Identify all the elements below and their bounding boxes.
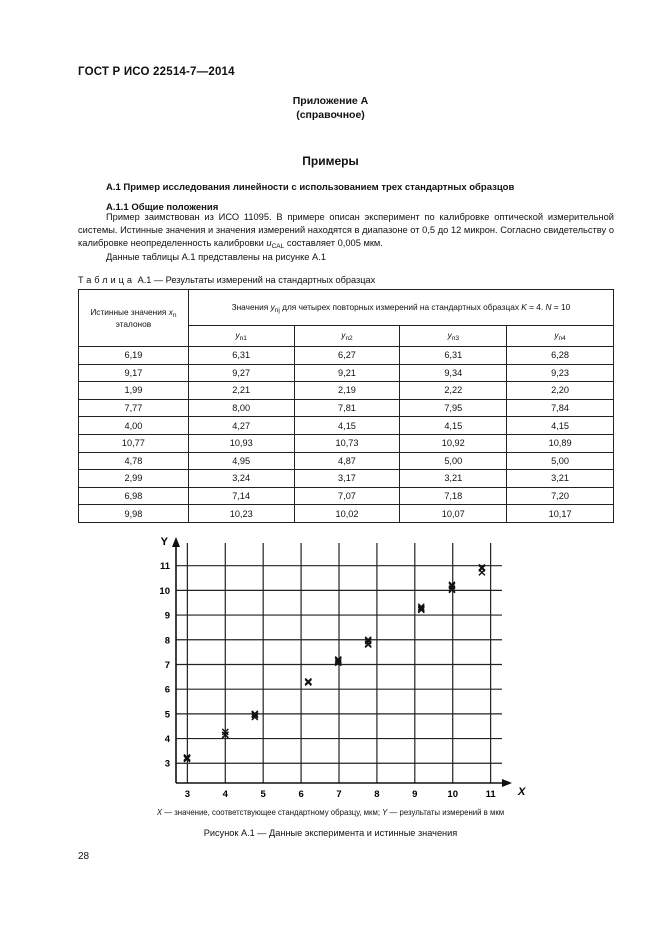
annex-subtitle: (справочное) (296, 109, 365, 121)
table-cell: 3,17 (294, 470, 400, 488)
table-cell: 7,84 (507, 399, 614, 417)
yn4-sub: n4 (558, 335, 566, 342)
yn3-sub: n3 (451, 335, 459, 342)
header-yn1 (188, 326, 294, 347)
table-cell: 6,98 (79, 487, 189, 505)
legend-x-text: — значение, соответствующее стандартному образцу, мкм; (162, 808, 383, 817)
y-tick-label: 4 (164, 734, 170, 746)
header-yn2 (294, 326, 400, 347)
group-n-val: = 10 (551, 301, 571, 312)
table-cell: 6,31 (188, 347, 294, 365)
paragraph-intro-text: Пример заимствован из ИСО 11095. В примере описан эксперимент по калибровке оптической измерительной системы. Истинные значения и значения измерений находятся в диапазоне от 0,5 до 12 микрон. Согласно свидетельству о калибровке неопределенность калибровки (78, 212, 614, 249)
table-cell: 4,78 (79, 452, 189, 470)
data-point (305, 679, 311, 685)
yn2-sub: n2 (345, 335, 353, 342)
x-tick-label: 6 (298, 789, 304, 800)
table-cell: 6,31 (400, 347, 507, 365)
table-cell: 1,99 (79, 382, 189, 400)
annex-title: Приложение А (292, 95, 369, 107)
table-caption-label: Таблица (78, 275, 136, 285)
table-cell: 2,22 (400, 382, 507, 400)
table-cell: 9,17 (79, 364, 189, 382)
group-n-var: N (545, 301, 552, 312)
x-tick-label: 3 (184, 789, 191, 800)
header-yn3 (400, 326, 507, 347)
table-row (79, 347, 614, 365)
table-cell: 7,95 (400, 399, 507, 417)
table-row (79, 470, 614, 488)
table-cell: 7,77 (79, 399, 189, 417)
table-row (79, 452, 614, 470)
table-cell: 9,34 (400, 364, 507, 382)
group-y-var: y (270, 301, 275, 312)
paragraph-intro-text-end: составляет 0,005 мкм. (284, 238, 383, 249)
header-x-sub: n (172, 312, 177, 319)
legend-y-text: — результаты измерений в мкм (387, 808, 505, 817)
table-cell: 5,00 (400, 452, 507, 470)
table-cell: 9,98 (79, 505, 189, 523)
table-caption (78, 275, 375, 285)
table-cell: 10,92 (400, 434, 507, 452)
table-cell: 10,07 (400, 505, 507, 523)
table-cell: 7,18 (400, 487, 507, 505)
table-cell: 2,19 (294, 382, 400, 400)
table-cell: 3,24 (188, 470, 294, 488)
table-cell: 10,93 (188, 434, 294, 452)
table-cell: 6,28 (507, 347, 614, 365)
y-axis-label: Y (160, 536, 168, 548)
header-true-values (79, 290, 189, 347)
y-tick-label: 9 (164, 610, 170, 622)
table-cell: 2,99 (79, 470, 189, 488)
header-measurements-group (188, 290, 613, 326)
table-cell: 4,27 (188, 417, 294, 435)
yn4-var: y (554, 330, 559, 340)
table-cell: 4,15 (507, 417, 614, 435)
table-cell: 7,07 (294, 487, 400, 505)
examples-heading: Примеры (302, 154, 359, 168)
figure-legend (0, 808, 661, 817)
table-cell: 4,15 (400, 417, 507, 435)
page-number: 28 (78, 851, 90, 862)
yn3-var: y (447, 330, 452, 340)
table-row (79, 382, 614, 400)
table-cell: 4,95 (188, 452, 294, 470)
table-cell: 7,81 (294, 399, 400, 417)
header-true-values-text: Истинные значения (90, 307, 169, 317)
results-table (78, 289, 614, 523)
x-tick-label: 10 (447, 789, 459, 800)
document-code: ГОСТ Р ИСО 22514-7—2014 (78, 66, 235, 78)
paragraph-intro (78, 211, 614, 254)
y-tick-label: 8 (164, 635, 170, 647)
x-tick-label: 11 (485, 789, 496, 800)
y-tick-label: 10 (159, 585, 170, 597)
table-cell: 9,21 (294, 364, 400, 382)
scatter-chart (150, 531, 526, 803)
y-tick-label: 11 (159, 561, 170, 573)
section-title: А.1 Пример исследования линейности с использованием трех стандартных образцов (106, 182, 515, 193)
table-cell: 9,27 (188, 364, 294, 382)
y-tick-label: 6 (164, 684, 170, 696)
table-cell: 9,23 (507, 364, 614, 382)
x-axis-label: X (518, 786, 526, 798)
figure-caption: Рисунок А.1 — Данные эксперимента и истинные значения (203, 828, 458, 838)
data-point (479, 565, 485, 571)
table-cell: 4,87 (294, 452, 400, 470)
x-tick-label: 4 (222, 789, 228, 800)
header-yn4 (507, 326, 614, 347)
group-k-val: = 4. (526, 301, 546, 312)
yn1-sub: n1 (239, 335, 247, 342)
table-cell: 7,20 (507, 487, 614, 505)
table-cell: 4,15 (294, 417, 400, 435)
legend-y-var: Y (382, 808, 388, 817)
header-x-var: x (168, 307, 173, 317)
group-k-var: K (521, 301, 527, 312)
table-cell: 10,02 (294, 505, 400, 523)
paragraph-figure-ref: Данные таблицы А.1 представлены на рисунке А.1 (106, 252, 326, 262)
group-y-sub: nj (274, 306, 280, 314)
table-row (79, 505, 614, 523)
x-axis-arrow (502, 779, 512, 787)
x-tick-label: 7 (336, 789, 342, 800)
table-row (79, 399, 614, 417)
table-cell: 10,73 (294, 434, 400, 452)
y-tick-label: 5 (164, 709, 170, 721)
table-cell: 10,17 (507, 505, 614, 523)
table-cell: 2,20 (507, 382, 614, 400)
group-text1: Значения (231, 301, 271, 312)
table-row (79, 487, 614, 505)
header-true-values-text2: эталонов (115, 319, 152, 329)
y-tick-label: 7 (164, 659, 170, 671)
table-cell: 10,23 (188, 505, 294, 523)
legend-x-var: X (156, 808, 163, 817)
yn2-var: y (341, 330, 346, 340)
table-cell: 10,77 (79, 434, 189, 452)
table-row (79, 434, 614, 452)
table-cell: 5,00 (507, 452, 614, 470)
table-cell: 4,00 (79, 417, 189, 435)
y-axis-arrow (172, 537, 180, 547)
table-cell: 10,89 (507, 434, 614, 452)
u-cal-variable: u (266, 238, 272, 249)
group-text2: для четырех повторных измерений на стандартных образцах (279, 301, 522, 312)
table-cell: 3,21 (400, 470, 507, 488)
table-cell: 7,14 (188, 487, 294, 505)
x-tick-label: 8 (374, 789, 380, 800)
table-cell: 6,27 (294, 347, 400, 365)
table-cell: 2,21 (188, 382, 294, 400)
table-row (79, 364, 614, 382)
u-cal-subscript: CAL (271, 243, 285, 251)
x-tick-label: 9 (412, 789, 418, 800)
table-cell: 3,21 (507, 470, 614, 488)
table-cell: 8,00 (188, 399, 294, 417)
x-tick-label: 5 (260, 789, 266, 800)
table-cell: 6,19 (79, 347, 189, 365)
table-row (79, 417, 614, 435)
subsection-title: А.1.1 Общие положения (106, 202, 219, 213)
yn1-var: y (235, 330, 240, 340)
y-tick-label: 3 (164, 758, 170, 770)
table-caption-text: А.1 — Результаты измерений на стандартных образцах (135, 275, 376, 285)
